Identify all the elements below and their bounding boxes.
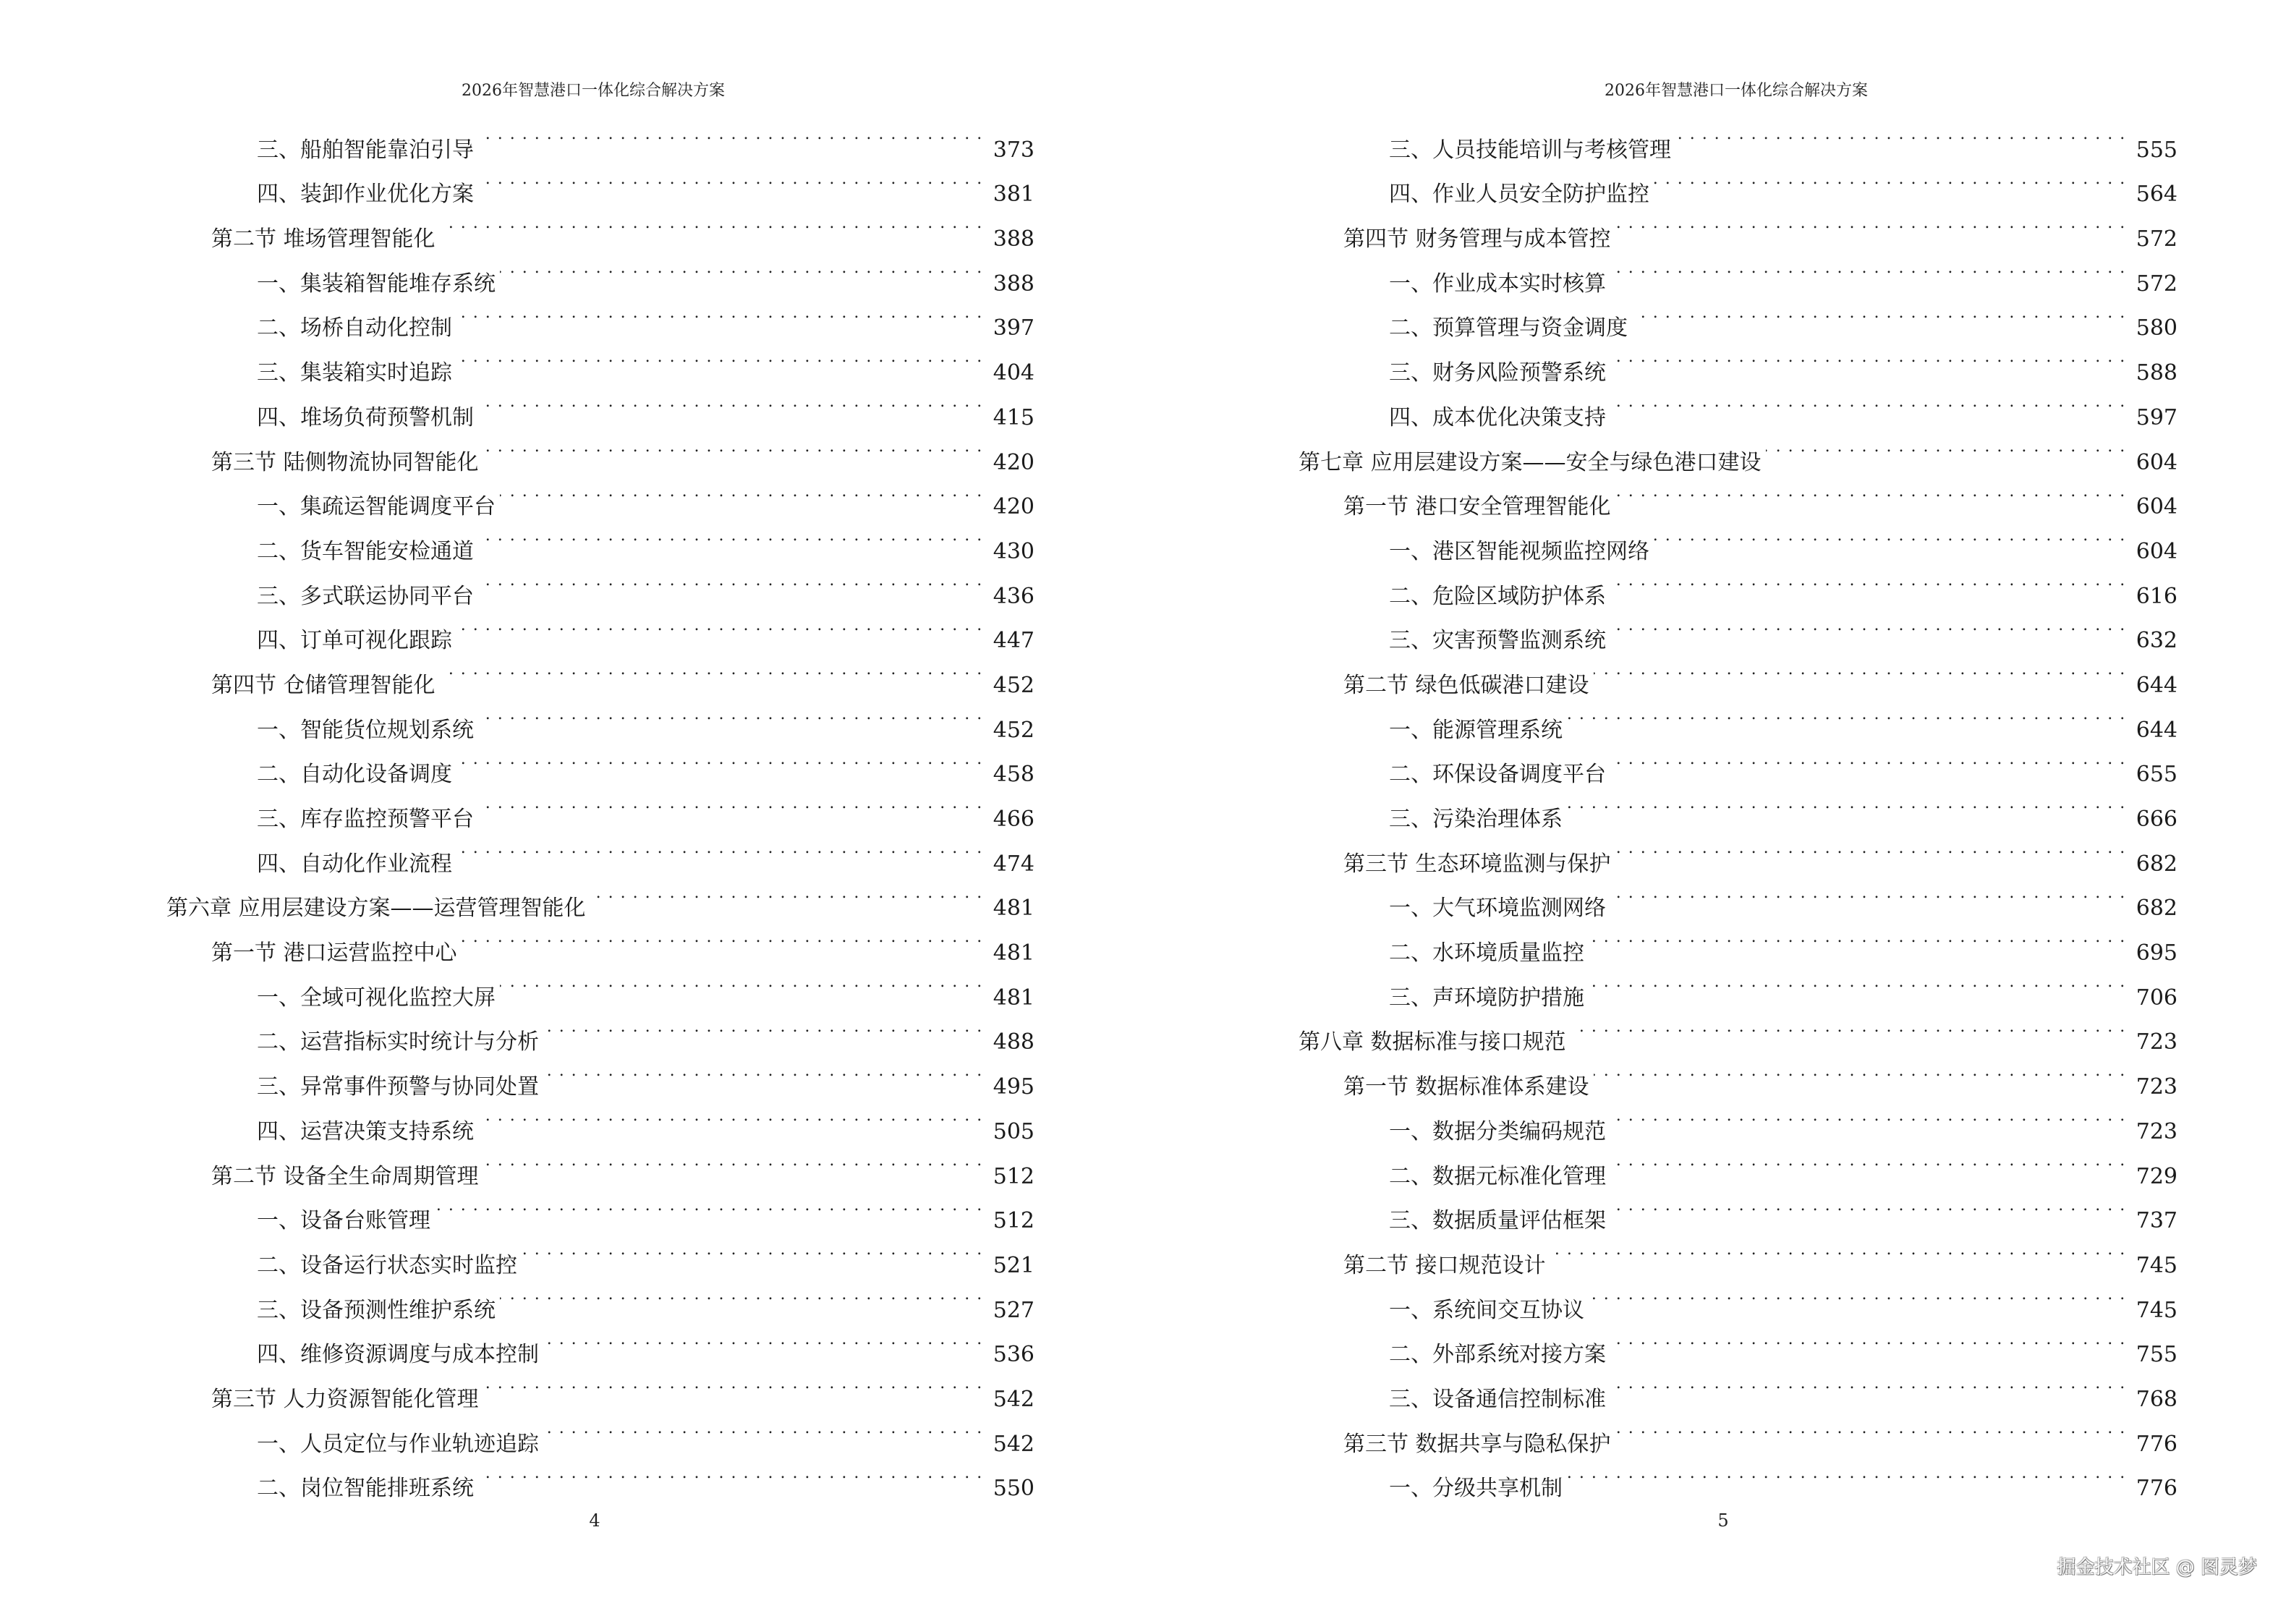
toc-entry-title: 三、人员技能培训与考核管理 bbox=[1389, 137, 1671, 163]
toc-entry-page-number: 604 bbox=[2136, 538, 2177, 564]
toc-entry-title: 三、异常事件预警与协同处置 bbox=[257, 1074, 539, 1100]
toc-entry-page-number: 597 bbox=[2136, 404, 2177, 430]
toc-entry-title: 第六章 应用层建设方案——运营管理智能化 bbox=[166, 896, 586, 922]
toc-entry-page-number: 604 bbox=[2136, 449, 2177, 475]
toc-entry-page-number: 723 bbox=[2136, 1029, 2177, 1055]
dot-leader bbox=[483, 1361, 983, 1406]
toc-entry-page-number: 527 bbox=[993, 1297, 1034, 1323]
dot-leader bbox=[1610, 1317, 2126, 1362]
toc-entry-title: 第三节 生态环境监测与保护 bbox=[1343, 851, 1611, 877]
toc-entry-page-number: 550 bbox=[993, 1476, 1034, 1502]
dot-leader bbox=[478, 1094, 983, 1139]
toc-entry-page-number: 436 bbox=[993, 583, 1034, 609]
dot-leader bbox=[1610, 871, 2126, 916]
toc-entry-title: 三、设备预测性维护系统 bbox=[257, 1297, 496, 1323]
toc-entry-page-number: 706 bbox=[2136, 985, 2177, 1011]
toc-subsection-entry[interactable] bbox=[166, 112, 1034, 163]
toc-entry-title: 第三节 人力资源智能化管理 bbox=[211, 1386, 479, 1412]
toc-entry-title: 二、数据元标准化管理 bbox=[1389, 1163, 1606, 1189]
dot-leader bbox=[440, 647, 983, 692]
toc-entry-page-number: 745 bbox=[2136, 1252, 2177, 1278]
dot-leader bbox=[1589, 960, 2126, 1005]
toc-subsection-entry[interactable] bbox=[1299, 112, 2177, 163]
toc-entry-title: 一、智能货位规划系统 bbox=[257, 717, 474, 743]
toc-entry-page-number: 729 bbox=[2136, 1163, 2177, 1189]
toc-entry-title: 一、港区智能视频监控网络 bbox=[1389, 538, 1649, 564]
toc-entry-title: 二、自动化设备调度 bbox=[257, 762, 452, 788]
toc-entry-page-number: 512 bbox=[993, 1163, 1034, 1189]
toc-entry-page-number: 564 bbox=[2136, 182, 2177, 208]
toc-entry-title: 三、库存监控预警平台 bbox=[257, 807, 474, 832]
toc-entry-title: 第二节 堆场管理智能化 bbox=[211, 226, 435, 252]
dot-leader bbox=[1610, 1139, 2126, 1183]
dot-leader bbox=[500, 469, 983, 514]
toc-entry-page-number: 447 bbox=[993, 628, 1034, 654]
toc-entry-page-number: 776 bbox=[2136, 1476, 2177, 1502]
toc-entry-title: 一、集疏运智能调度平台 bbox=[257, 494, 496, 520]
toc-entry-page-number: 644 bbox=[2136, 672, 2177, 698]
toc-entry-page-number: 521 bbox=[993, 1252, 1034, 1278]
dot-leader bbox=[500, 1272, 983, 1317]
toc-entry-page-number: 542 bbox=[993, 1431, 1034, 1457]
dot-leader bbox=[478, 157, 983, 202]
dot-leader bbox=[478, 1451, 983, 1496]
dot-leader bbox=[1654, 157, 2126, 202]
toc-entry-title: 第四节 财务管理与成本管控 bbox=[1343, 226, 1611, 252]
dot-leader bbox=[478, 112, 983, 157]
toc-entry-title: 第八章 数据标准与接口规范 bbox=[1299, 1029, 1566, 1055]
toc-entry-page-number: 588 bbox=[2136, 360, 2177, 386]
toc-entry-page-number: 404 bbox=[993, 360, 1034, 386]
dot-leader bbox=[440, 201, 983, 246]
dot-leader bbox=[478, 380, 983, 425]
dot-leader bbox=[456, 291, 983, 336]
dot-leader bbox=[435, 1183, 983, 1228]
toc-entry-title: 三、集装箱实时追踪 bbox=[257, 360, 452, 386]
dot-leader bbox=[1550, 1228, 2126, 1272]
toc-entry-page-number: 723 bbox=[2136, 1074, 2177, 1100]
dot-leader bbox=[1654, 514, 2126, 558]
toc-entry-page-number: 655 bbox=[2136, 762, 2177, 788]
toc-entry-page-number: 695 bbox=[2136, 940, 2177, 966]
toc-entry-title: 三、船舶智能靠泊引导 bbox=[257, 137, 474, 163]
dot-leader bbox=[1610, 1183, 2126, 1228]
toc-entry-title: 三、设备通信控制标准 bbox=[1389, 1386, 1606, 1412]
toc-entry-title: 第一节 数据标准体系建设 bbox=[1343, 1074, 1589, 1100]
toc-entry-page-number: 452 bbox=[993, 717, 1034, 743]
dot-leader bbox=[462, 915, 983, 960]
dot-leader bbox=[1610, 603, 2126, 648]
toc-entry-title: 一、设备台账管理 bbox=[257, 1208, 430, 1234]
dot-leader bbox=[522, 1228, 983, 1272]
dot-leader bbox=[483, 425, 983, 469]
toc-entry-page-number: 512 bbox=[993, 1208, 1034, 1234]
toc-entry-title: 三、财务风险预警系统 bbox=[1389, 360, 1606, 386]
toc-entry-page-number: 580 bbox=[2136, 315, 2177, 341]
dot-leader bbox=[1615, 826, 2126, 871]
toc-entry-page-number: 745 bbox=[2136, 1297, 2177, 1323]
toc-entry-title: 第一节 港口运营监控中心 bbox=[211, 940, 457, 966]
toc-entry-page-number: 572 bbox=[2136, 226, 2177, 252]
toc-entry-title: 四、订单可视化跟踪 bbox=[257, 628, 452, 654]
toc-entry-page-number: 604 bbox=[2136, 494, 2177, 520]
toc-entry-page-number: 555 bbox=[2136, 137, 2177, 163]
toc-entry-title: 一、集装箱智能堆存系统 bbox=[257, 271, 496, 297]
toc-entry-title: 二、运营指标实时统计与分析 bbox=[257, 1029, 539, 1055]
dot-leader bbox=[1766, 425, 2126, 469]
watermark: 掘金技术社区 @ 图灵梦 bbox=[2057, 1557, 2257, 1578]
toc-entry-page-number: 776 bbox=[2136, 1431, 2177, 1457]
toc-entry-page-number: 481 bbox=[993, 940, 1034, 966]
toc-entry-page-number: 536 bbox=[993, 1342, 1034, 1368]
dot-leader bbox=[1567, 1451, 2126, 1496]
dot-leader bbox=[478, 692, 983, 737]
toc-entry-page-number: 542 bbox=[993, 1386, 1034, 1412]
dot-leader bbox=[1567, 781, 2126, 826]
toc-entry-title: 第二节 绿色低碳港口建设 bbox=[1343, 672, 1589, 698]
toc-entry-title: 二、外部系统对接方案 bbox=[1389, 1342, 1606, 1368]
toc-entry-title: 四、维修资源调度与成本控制 bbox=[257, 1342, 539, 1368]
toc-entry-page-number: 723 bbox=[2136, 1118, 2177, 1144]
dot-leader bbox=[1610, 737, 2126, 782]
dot-leader bbox=[543, 1049, 983, 1094]
toc-entry-page-number: 397 bbox=[993, 315, 1034, 341]
toc-entry-title: 第一节 港口安全管理智能化 bbox=[1343, 494, 1611, 520]
toc-entry-title: 第二节 接口规范设计 bbox=[1343, 1252, 1546, 1278]
toc-entry-title: 三、灾害预警监测系统 bbox=[1389, 628, 1606, 654]
dot-leader bbox=[1615, 1406, 2126, 1451]
toc-entry-page-number: 466 bbox=[993, 807, 1034, 832]
dot-leader bbox=[456, 826, 983, 871]
page-number: 5 bbox=[1717, 1510, 1729, 1531]
dot-leader bbox=[1594, 1049, 2126, 1094]
dot-leader bbox=[483, 1139, 983, 1183]
toc-entry-title: 四、堆场负荷预警机制 bbox=[257, 404, 474, 430]
dot-leader bbox=[1610, 335, 2126, 380]
dot-leader bbox=[1632, 291, 2126, 336]
dot-leader bbox=[1610, 380, 2126, 425]
dot-leader bbox=[543, 1317, 983, 1362]
dot-leader bbox=[456, 737, 983, 782]
toc-entry-page-number: 474 bbox=[993, 851, 1034, 877]
toc-entry-title: 二、危险区域防护体系 bbox=[1389, 583, 1606, 609]
toc-entry-title: 第三节 陆侧物流协同智能化 bbox=[211, 449, 479, 475]
dot-leader bbox=[1589, 915, 2126, 960]
toc-entry-page-number: 415 bbox=[993, 404, 1034, 430]
toc-entry-page-number: 481 bbox=[993, 985, 1034, 1011]
toc-entry-page-number: 755 bbox=[2136, 1342, 2177, 1368]
dot-leader bbox=[456, 335, 983, 380]
toc-entry-page-number: 381 bbox=[993, 182, 1034, 208]
toc-entry-page-number: 458 bbox=[993, 762, 1034, 788]
toc-entry-page-number: 488 bbox=[993, 1029, 1034, 1055]
toc-entry-title: 二、货车智能安检通道 bbox=[257, 538, 474, 564]
toc-entry-title: 第四节 仓储管理智能化 bbox=[211, 672, 435, 698]
running-header: 2026年智慧港口一体化综合解决方案 bbox=[462, 82, 725, 100]
dot-leader bbox=[590, 871, 983, 916]
toc-entry-title: 一、能源管理系统 bbox=[1389, 717, 1563, 743]
toc-entry-title: 一、作业成本实时核算 bbox=[1389, 271, 1606, 297]
toc-entry-page-number: 420 bbox=[993, 494, 1034, 520]
dot-leader bbox=[478, 781, 983, 826]
toc-entry-page-number: 572 bbox=[2136, 271, 2177, 297]
toc-entry-page-number: 616 bbox=[2136, 583, 2177, 609]
dot-leader bbox=[1571, 1005, 2126, 1050]
dot-leader bbox=[500, 960, 983, 1005]
dot-leader bbox=[543, 1406, 983, 1451]
toc-list bbox=[1299, 112, 2177, 1502]
toc-entry-page-number: 682 bbox=[2136, 851, 2177, 877]
toc-entry-title: 一、系统间交互协议 bbox=[1389, 1297, 1584, 1323]
toc-entry-title: 四、成本优化决策支持 bbox=[1389, 404, 1606, 430]
right-page bbox=[1143, 0, 2286, 1624]
toc-entry-title: 四、自动化作业流程 bbox=[257, 851, 452, 877]
running-header: 2026年智慧港口一体化综合解决方案 bbox=[1605, 82, 1868, 100]
dot-leader bbox=[478, 514, 983, 558]
toc-entry-title: 二、岗位智能排班系统 bbox=[257, 1476, 474, 1502]
toc-entry-page-number: 737 bbox=[2136, 1208, 2177, 1234]
dot-leader bbox=[1594, 647, 2126, 692]
toc-entry-title: 第七章 应用层建设方案——安全与绿色港口建设 bbox=[1299, 449, 1762, 475]
toc-entry-page-number: 505 bbox=[993, 1118, 1034, 1144]
dot-leader bbox=[500, 246, 983, 291]
toc-entry-title: 四、装卸作业优化方案 bbox=[257, 182, 474, 208]
dot-leader bbox=[1615, 201, 2126, 246]
toc-entry-title: 一、数据分类编码规范 bbox=[1389, 1118, 1606, 1144]
toc-entry-title: 二、设备运行状态实时监控 bbox=[257, 1252, 517, 1278]
toc-entry-page-number: 373 bbox=[993, 137, 1034, 163]
toc-entry-title: 四、运营决策支持系统 bbox=[257, 1118, 474, 1144]
dot-leader bbox=[456, 603, 983, 648]
toc-entry-title: 第三节 数据共享与隐私保护 bbox=[1343, 1431, 1611, 1457]
toc-list bbox=[166, 112, 1034, 1502]
toc-entry-page-number: 644 bbox=[2136, 717, 2177, 743]
toc-entry-title: 二、预算管理与资金调度 bbox=[1389, 315, 1628, 341]
toc-entry-page-number: 632 bbox=[2136, 628, 2177, 654]
toc-entry-title: 三、数据质量评估框架 bbox=[1389, 1208, 1606, 1234]
toc-entry-page-number: 388 bbox=[993, 226, 1034, 252]
toc-entry-title: 一、全域可视化监控大屏 bbox=[257, 985, 496, 1011]
toc-entry-title: 四、作业人员安全防护监控 bbox=[1389, 182, 1649, 208]
toc-entry-title: 三、声环境防护措施 bbox=[1389, 985, 1584, 1011]
toc-entry-page-number: 452 bbox=[993, 672, 1034, 698]
toc-entry-title: 一、分级共享机制 bbox=[1389, 1476, 1563, 1502]
toc-entry-title: 三、多式联运协同平台 bbox=[257, 583, 474, 609]
toc-entry-page-number: 481 bbox=[993, 896, 1034, 922]
toc-entry-page-number: 495 bbox=[993, 1074, 1034, 1100]
toc-entry-page-number: 666 bbox=[2136, 807, 2177, 832]
toc-entry-title: 一、人员定位与作业轨迹追踪 bbox=[257, 1431, 539, 1457]
dot-leader bbox=[1615, 469, 2126, 514]
dot-leader bbox=[1610, 246, 2126, 291]
toc-entry-title: 第二节 设备全生命周期管理 bbox=[211, 1163, 479, 1189]
toc-entry-page-number: 420 bbox=[993, 449, 1034, 475]
toc-entry-page-number: 768 bbox=[2136, 1386, 2177, 1412]
toc-entry-title: 三、污染治理体系 bbox=[1389, 807, 1563, 832]
dot-leader bbox=[478, 558, 983, 603]
toc-entry-page-number: 682 bbox=[2136, 896, 2177, 922]
toc-entry-page-number: 388 bbox=[993, 271, 1034, 297]
toc-entry-page-number: 430 bbox=[993, 538, 1034, 564]
dot-leader bbox=[1610, 1094, 2126, 1139]
toc-entry-title: 二、水环境质量监控 bbox=[1389, 940, 1584, 966]
toc-entry-title: 二、场桥自动化控制 bbox=[257, 315, 452, 341]
toc-entry-title: 一、大气环境监测网络 bbox=[1389, 896, 1606, 922]
page-number: 4 bbox=[589, 1510, 600, 1531]
dot-leader bbox=[1610, 1361, 2126, 1406]
dot-leader bbox=[1589, 1272, 2126, 1317]
dot-leader bbox=[543, 1005, 983, 1050]
dot-leader bbox=[1675, 112, 2126, 157]
toc-entry-title: 二、环保设备调度平台 bbox=[1389, 762, 1606, 788]
dot-leader bbox=[1567, 692, 2126, 737]
dot-leader bbox=[1610, 558, 2126, 603]
